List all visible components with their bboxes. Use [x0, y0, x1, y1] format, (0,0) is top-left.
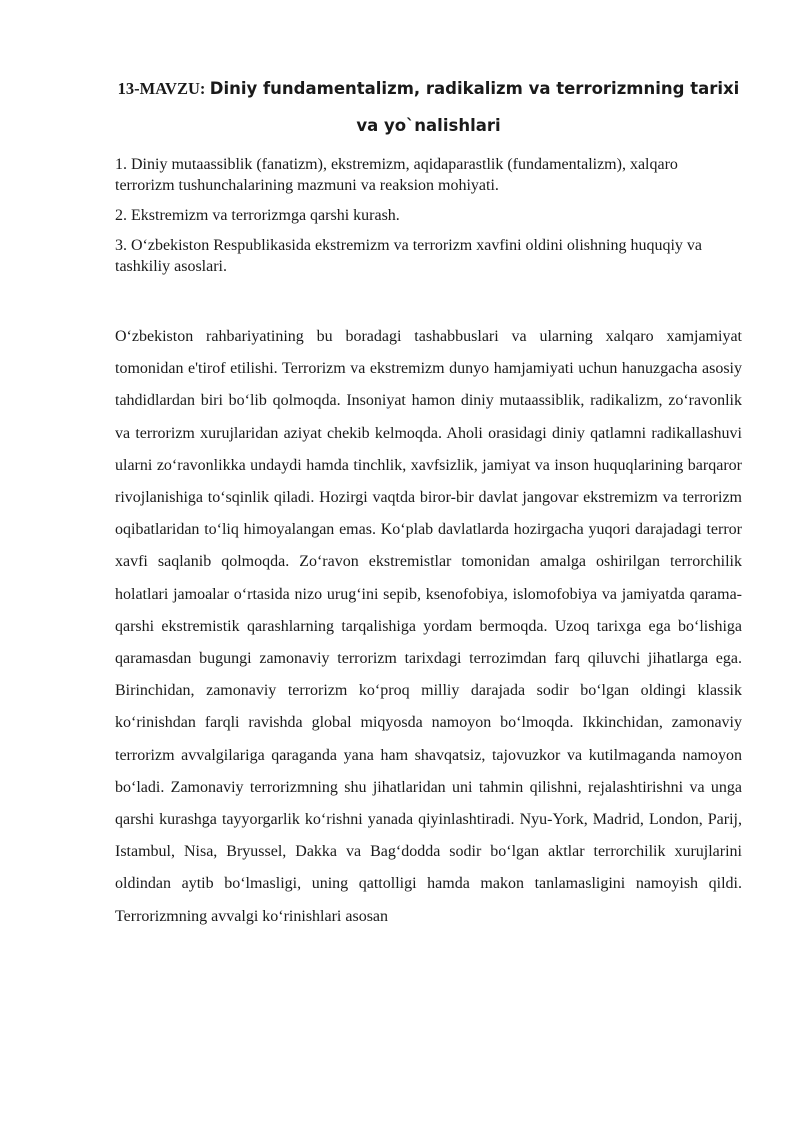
- body-paragraph: O‘zbekiston rahbariyatining bu boradagi tashabbuslari va ularning xalqaro xamjamiyat tomonidan e'tirof etilishi. Terrorizm va ekstremizm dunyo hamjamiyati uchun hanuzgacha asosiy tahdidlardan biri bo‘lib qolmoqda. Insoniyat hamon diniy mutaassiblik, radikalizm, zo‘ravonlik va terrorizm xurujlaridan aziyat chekib kelmoqda. Aholi orasidagi diniy qatlamni radikallashuvi ularni zo‘ravonlikka undaydi hamda tinchlik, xavfsizlik, jamiyat va inson huquqlarining barqaror rivojlanishiga to‘sqinlik qiladi. Hozirgi vaqtda biror-bir davlat jangovar ekstremizm va terrorizm oqibatlaridan to‘liq himoyalangan emas. Ko‘plab davlatlarda hozirgacha yuqori darajadagi terror xavfi saqlanib qolmoqda. Zo‘ravon ekstremistlar tomonidan amalga oshirilgan terrorchilik holatlari jamoalar o‘rtasida nizo urug‘ini sepib, ksenofobiya, islomofobiya va jamiyatda qarama-qarshi ekstremistik qarashlarning tarqalishiga yordam bermoqda. Uzoq tarixga ega bo‘lishiga qaramasdan bugungi zamonaviy terrorizm tarixdagi terrozimdan farq qiluvchi jihatlarga ega. Birinchidan, zamonaviy terrorizm ko‘proq milliy darajada sodir bo‘lgan oldingi klassik ko‘rinishdan farqli ravishda global miqyosda namoyon bo‘lmoqda. Ikkinchidan, zamonaviy terrorizm avvalgilariga qaraganda yana ham shavqatsiz, tajovuzkor va kutilmaganda namoyon bo‘ladi. Zamonaviy terrorizmning shu jihatlaridan uni tahmin qilishni, rejalashtirishni va unga qarshi kurashga tayyorgarlik ko‘rishni yanada qiyinlashtiradi. Nyu-York, Madrid, London, Parij, Istambul, Nisa, Bryussel, Dakka va Bag‘dodda sodir bo‘lgan aktlar terrorchilik xurujlarini oldindan aytib bo‘lmasligi, uning qattolligi hamda makon tanlamasligini namoyish qildi. Terrorizmning avvalgi ko‘rinishlari asosan: [115, 328, 742, 925]
- title-prefix: 13-MAVZU:: [117, 79, 206, 98]
- document-page: [115, 70, 742, 949]
- plan-item-3: 3. O‘zbekiston Respublikasida ekstremizm va terrorizm xavfini oldini olishning huquqiy va tashkiliy asoslari.: [115, 237, 702, 275]
- plan-list: [115, 154, 742, 277]
- title-main: Diniy fundamentalizm, radikalizm va terrorizmning tarixi va yo`nalishlari: [209, 79, 740, 135]
- plan-item-1: 1. Diniy mutaassiblik (fanatizm), ekstremizm, aqidaparastlik (fundamentalizm), xalqaro terrorizm tushunchalarining mazmuni va reaksion mohiyati.: [115, 156, 678, 194]
- plan-item-2: 2. Ekstremizm va terrorizmga qarshi kurash.: [115, 207, 400, 224]
- document-title: [115, 70, 742, 144]
